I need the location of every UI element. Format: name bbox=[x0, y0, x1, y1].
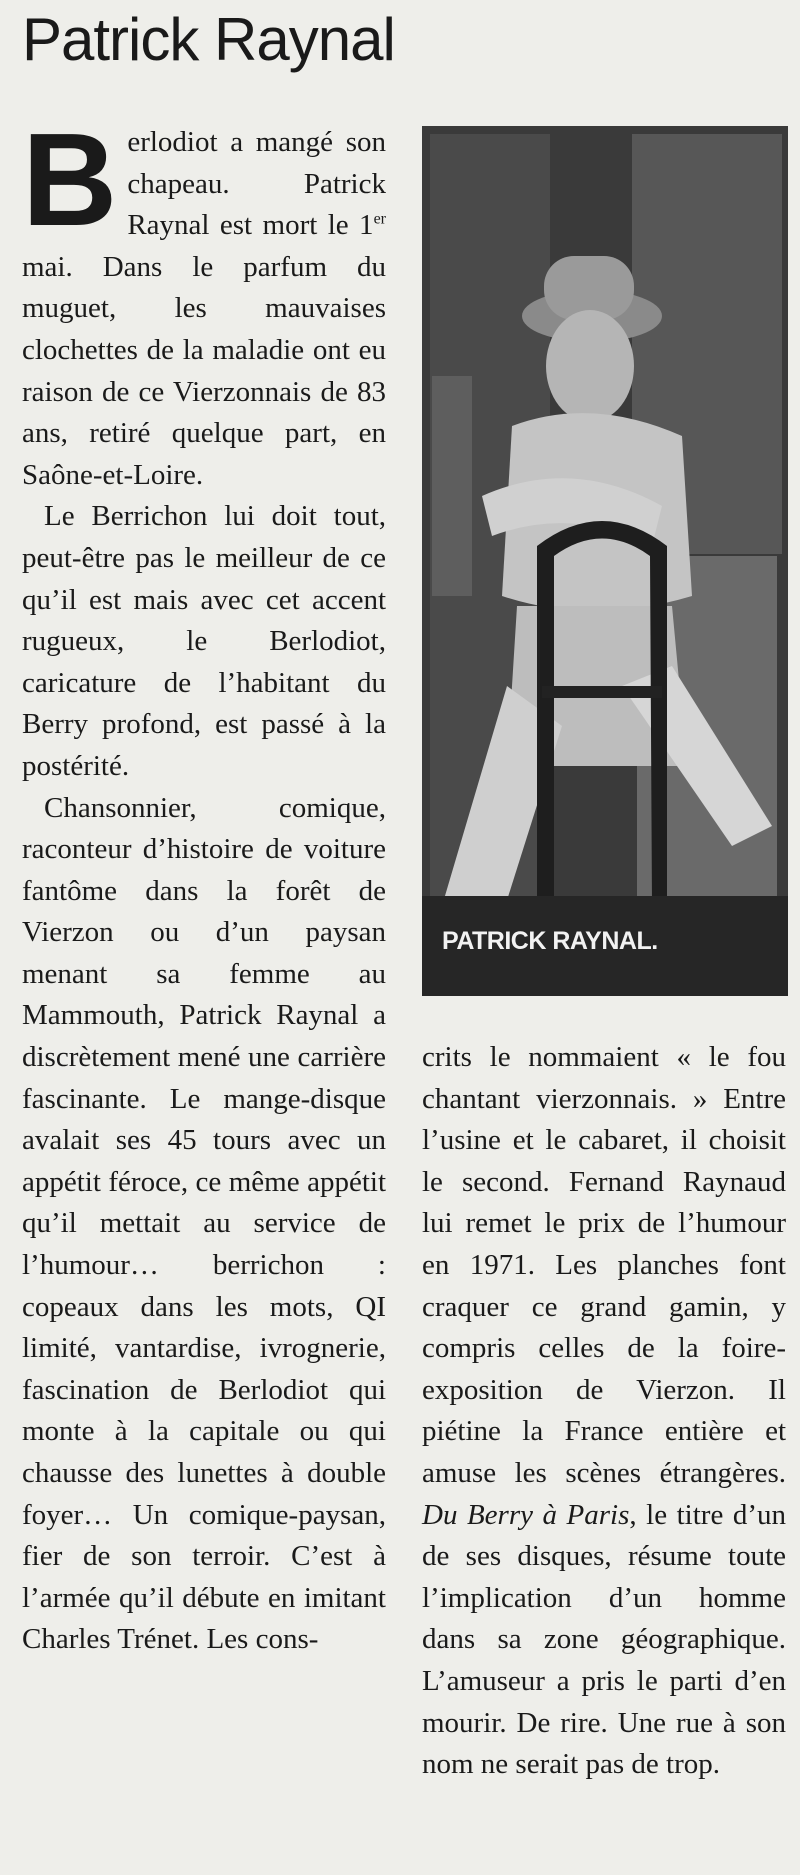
paragraph-3-right bbox=[422, 1037, 786, 1786]
paragraph-3-right-a: crits le nommaient « le fou chantant vierzonnais. » Entre l’usine et le cabaret, il choisit le second. Fernand Raynaud lui remet le prix de l’humour en 1971. Les planches font craquer ce grand gamin, y compris celles de la foire-exposition de Vierzon. Il piétine la France entière et amuse les scènes étrangères. bbox=[422, 1041, 786, 1489]
paragraph-1 bbox=[22, 106, 386, 496]
photo-caption: PATRICK RAYNAL. bbox=[442, 927, 658, 955]
article-column-left bbox=[22, 106, 386, 1661]
drop-cap: B bbox=[22, 106, 118, 253]
record-title: Du Berry à Paris bbox=[422, 1498, 630, 1531]
article-headline: Patrick Raynal bbox=[22, 6, 395, 73]
paragraph-2: Le Berrichon lui doit tout, peut-être pas le meilleur de ce qu’il est mais avec cet accent rugueux, le Berlodiot, caricature de l’habitant du Berry profond, est passé à la postérité. bbox=[22, 500, 386, 782]
paragraph-1-text: erlodiot a mangé son chapeau. Patrick Raynal est mort le 1 bbox=[127, 126, 386, 242]
paragraph-3-left: Chansonnier, comique, raconteur d’histoire de voiture fantôme dans la forêt de Vierzon ou d’un paysan menant sa femme au Mammouth, Patrick Raynal a discrètement mené une carrière fascinante. Le mange-disque avalait ses 45 tours avec un appétit féroce, ce même appétit qu’il mettait au service de l’humour… berrichon : copeaux dans les mots, QI limité, vantardise, ivrognerie, fascination de Berlodiot qui monte à la capitale ou qui chausse des lunettes à double foyer… Un comique-paysan, fier de son terroir. C’est à l’armée qu’il débute en imitant Charles Trénet. Les cons- bbox=[22, 791, 386, 1656]
paragraph-1-end: mai. Dans le parfum du muguet, les mauvaises clochettes de la maladie ont eu raison de ce Vierzonnais de 83 ans, retiré quelque part, en Saône-et-Loire. bbox=[22, 250, 386, 491]
portrait-photo bbox=[422, 126, 788, 996]
article-column-right bbox=[422, 1037, 786, 1786]
portrait-illustration bbox=[422, 126, 788, 996]
paragraph-3-right-b: , le titre d’un de ses disques, résume toute l’implication d’un homme dans sa zone géographique. L’amuseur a pris le parti d’en mourir. De rire. Une rue à son nom ne serait pas de trop. bbox=[422, 1498, 786, 1781]
ordinal-superscript: er bbox=[373, 210, 386, 228]
